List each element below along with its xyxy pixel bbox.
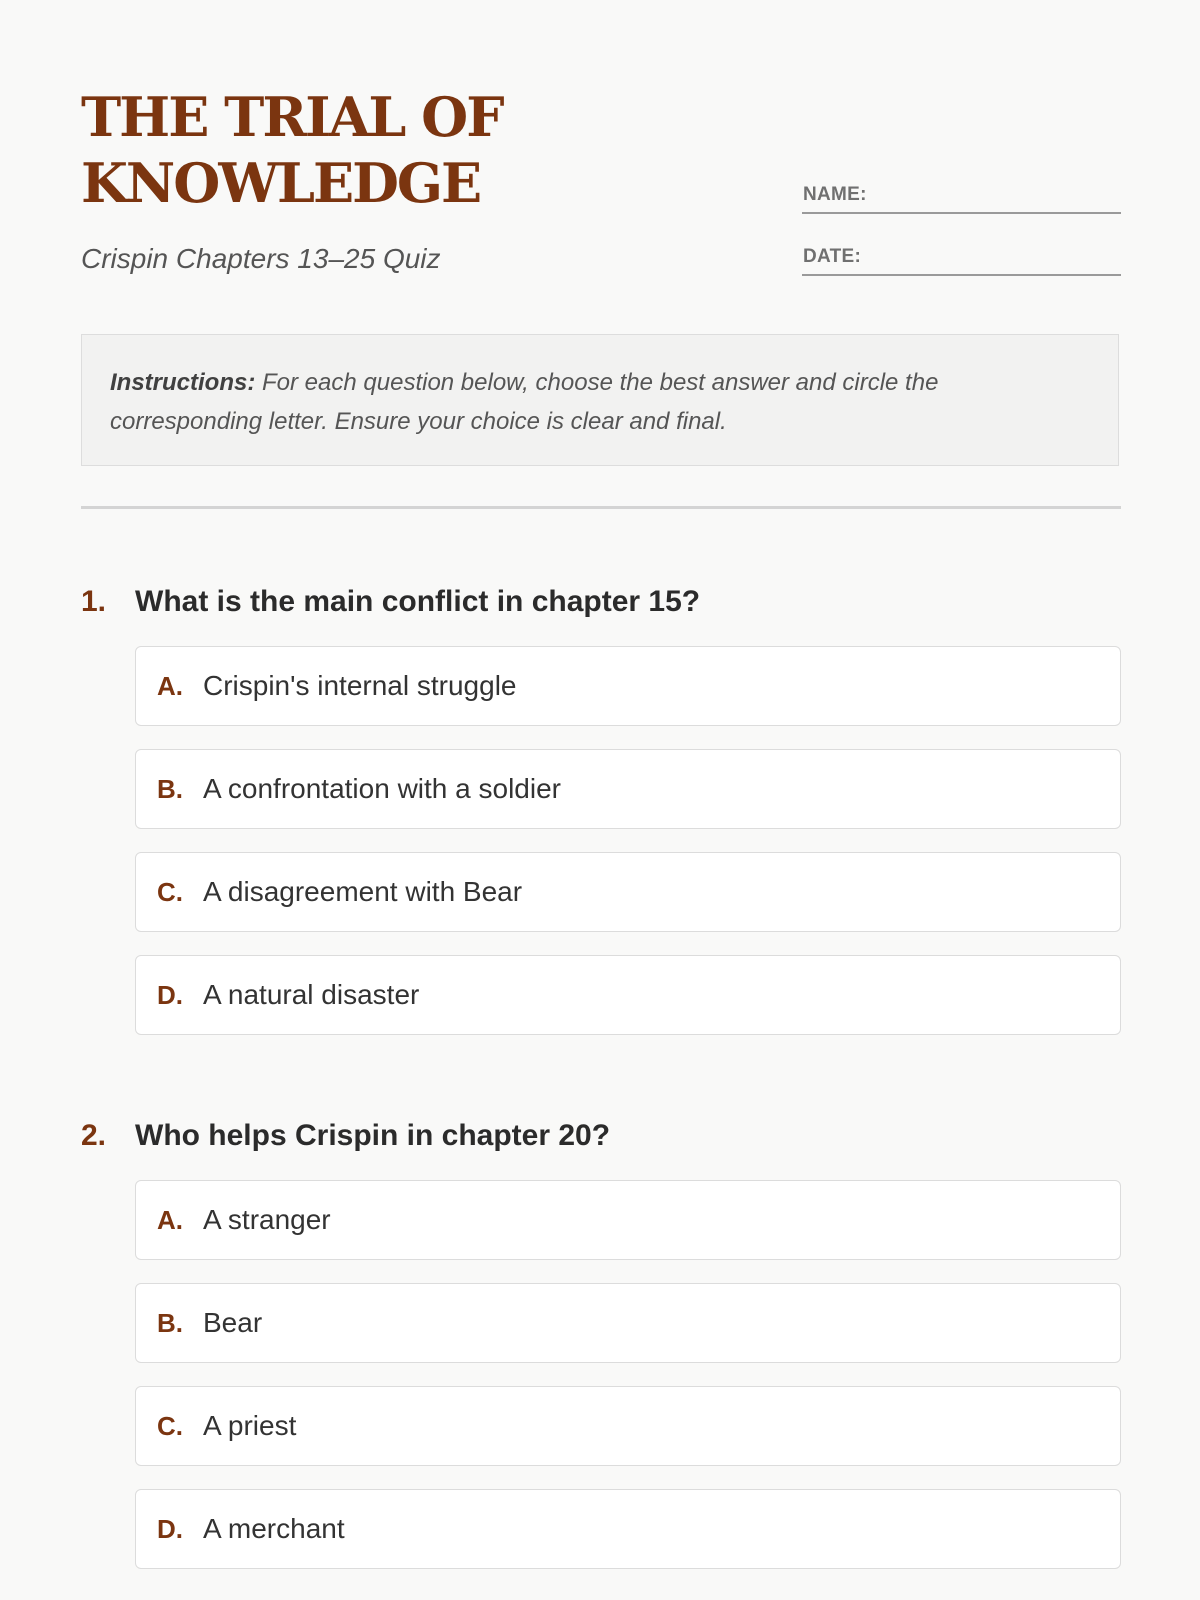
- answer-option-2c[interactable]: [135, 1386, 1121, 1466]
- answer-option-1b[interactable]: [135, 749, 1121, 829]
- date-field[interactable]: [802, 242, 1121, 276]
- answer-option-2a[interactable]: [135, 1180, 1121, 1260]
- section-divider: [81, 506, 1121, 509]
- student-fields: [802, 180, 1121, 304]
- option-text: A confrontation with a soldier: [203, 773, 561, 804]
- option-letter: A.: [157, 1204, 183, 1235]
- option-text: Bear: [203, 1307, 263, 1338]
- answer-option-2b[interactable]: [135, 1283, 1121, 1363]
- answer-option-1d[interactable]: [135, 955, 1121, 1035]
- option-letter: B.: [157, 1307, 183, 1338]
- quiz-title: [81, 84, 641, 216]
- quiz-title-line-1: THE TRIAL OF: [81, 85, 503, 149]
- name-field-label: NAME:: [803, 184, 867, 205]
- date-field-label: DATE:: [803, 246, 862, 267]
- option-letter: C.: [157, 1410, 183, 1441]
- answer-option-1c[interactable]: [135, 852, 1121, 932]
- answer-option-1a[interactable]: [135, 646, 1121, 726]
- question-text: What is the main conflict in chapter 15?: [135, 585, 701, 618]
- answer-option-2d[interactable]: [135, 1489, 1121, 1569]
- question-1: [81, 578, 1121, 1058]
- question-2-header: [81, 1112, 1121, 1160]
- question-2: [81, 1112, 1121, 1592]
- instructions-box: [81, 334, 1119, 466]
- option-text: A merchant: [203, 1513, 345, 1544]
- option-text: A priest: [203, 1410, 297, 1441]
- question-1-header: [81, 578, 1121, 626]
- option-text: A stranger: [203, 1204, 331, 1235]
- quiz-title-line-2: KNOWLEDGE: [81, 151, 481, 215]
- question-2-options: [135, 1180, 1121, 1569]
- quiz-header: [81, 84, 1121, 284]
- option-letter: B.: [157, 773, 183, 804]
- option-letter: C.: [157, 876, 183, 907]
- question-1-options: [135, 646, 1121, 1035]
- option-text: Crispin's internal struggle: [203, 670, 517, 701]
- instructions-text: For each question below, choose the best answer and circle the corresponding letter. Ensure your choice is clear and final.: [110, 369, 939, 435]
- quiz-subtitle: Crispin Chapters 13–25 Quiz: [81, 243, 441, 274]
- question-number: 2.: [81, 1119, 107, 1152]
- name-field[interactable]: [802, 180, 1121, 214]
- option-letter: A.: [157, 670, 183, 701]
- question-number: 1.: [81, 585, 107, 618]
- option-letter: D.: [157, 979, 183, 1010]
- instructions-label: Instructions:: [110, 369, 256, 396]
- option-text: A natural disaster: [203, 979, 420, 1010]
- option-text: A disagreement with Bear: [203, 876, 523, 907]
- option-letter: D.: [157, 1513, 183, 1544]
- question-text: Who helps Crispin in chapter 20?: [135, 1119, 611, 1152]
